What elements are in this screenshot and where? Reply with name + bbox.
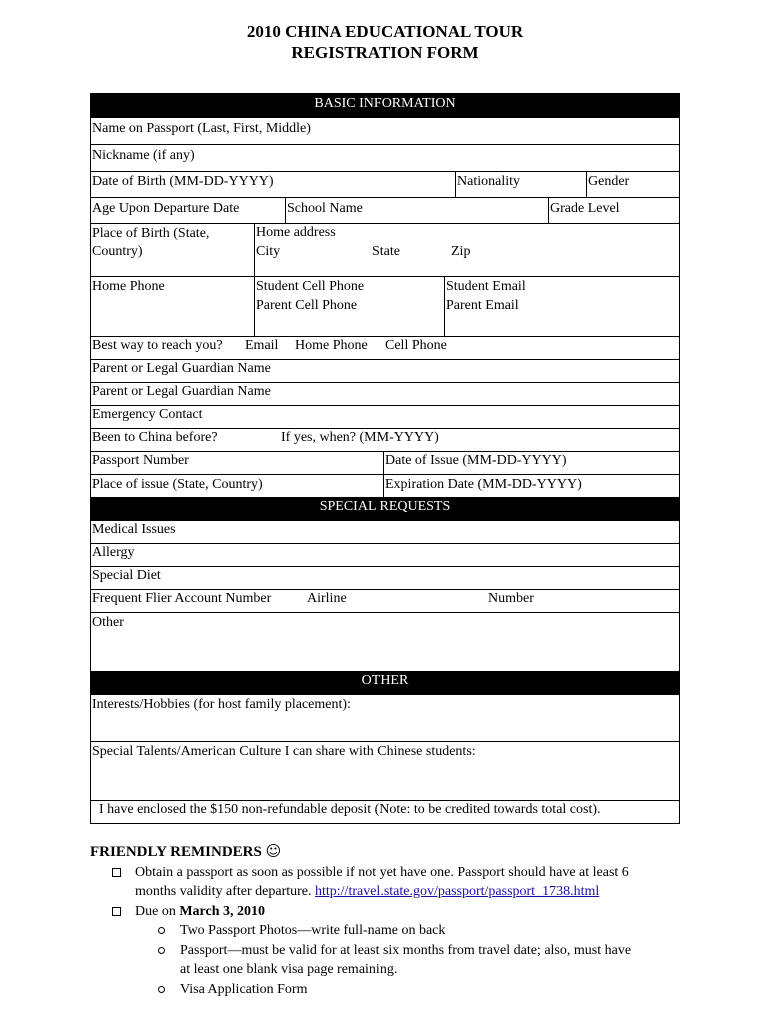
place-issue-label: Place of issue (State, Country) [92,477,263,492]
allergy-field[interactable] [91,544,679,567]
emergency-field[interactable] [91,406,679,429]
option-email[interactable]: Email [245,338,279,353]
section-other-label: OTHER [361,673,409,688]
airline-label: Airline [307,591,347,606]
passport-number-label: Passport Number [92,453,189,468]
sub-visa-text: Visa Application Form [180,981,308,997]
divider [383,452,384,474]
birth-address-row [91,224,679,277]
home-address-label: Home address [256,225,336,240]
emergency-label: Emergency Contact [92,407,203,422]
student-email-label: Student Email [446,279,526,294]
if-yes-label: If yes, when? (MM-YYYY) [281,430,439,445]
sub-photos-text: Two Passport Photos—write full-name on back [180,923,446,938]
talents-field[interactable] [91,742,679,801]
parent-email-label: Parent Email [446,298,519,313]
pob-label-2: Country) [92,244,143,259]
guardian2-field[interactable] [91,383,679,406]
guardian1-label: Parent or Legal Guardian Name [92,361,271,376]
deposit-row[interactable] [91,801,679,824]
divider [455,172,456,197]
been-china-label: Been to China before? [92,430,218,445]
sub-passport-text-1: Passport—must be valid for at least six months from travel date; also, must have [180,942,632,958]
school-label: School Name [287,201,363,216]
best-way-row [91,337,679,360]
section-basic-label: BASIC INFORMATION [314,96,456,111]
home-phone-label: Home Phone [92,279,165,294]
nickname-field[interactable] [91,145,679,172]
due-prefix: Due on [135,903,176,919]
checkbox-bullet-icon [112,907,121,916]
reminders-title-text: FRIENDLY REMINDERS [90,844,262,860]
sub-item-visa [90,980,690,1000]
option-cell-phone[interactable]: Cell Phone [385,338,447,353]
expiration-label: Expiration Date (MM-DD-YYYY) [385,477,582,492]
dob-row [91,172,679,198]
divider [548,198,549,223]
form-title-line2: REGISTRATION FORM [291,43,479,62]
grade-label: Grade Level [550,201,620,216]
sub-item-photos [90,921,690,941]
flier-row[interactable] [91,590,679,613]
state-label: State [372,244,400,259]
date-issue-label: Date of Issue (MM-DD-YYYY) [385,453,567,468]
nickname-label: Nickname (if any) [92,148,195,163]
parent-cell-label: Parent Cell Phone [256,298,358,313]
registration-form [90,93,680,824]
due-date: March 3, 2010 [179,903,266,919]
passport-link[interactable]: http://travel.state.gov/passport/passport_1738.html [315,884,600,899]
option-home-phone[interactable]: Home Phone [295,338,368,353]
reminder-item-passport [90,863,690,902]
reminder-item-due [90,902,690,922]
interests-field[interactable] [91,695,679,742]
diet-label: Special Diet [92,568,161,583]
section-header-basic [91,94,679,118]
guardian1-field[interactable] [91,360,679,383]
talents-label: Special Talents/American Culture I can share with Chinese students: [92,744,476,759]
other-request-field[interactable] [91,613,679,672]
divider [586,172,587,197]
age-label: Age Upon Departure Date [92,201,240,216]
dob-label: Date of Birth (MM-DD-YYYY) [92,174,274,189]
allergy-label: Allergy [92,545,135,560]
form-title-line1: 2010 CHINA EDUCATIONAL TOUR [246,22,524,41]
section-header-special [91,497,679,521]
name-on-passport-field[interactable] [91,118,679,145]
reminder-passport-text-1: Obtain a passport as soon as possible if not yet have one. Passport should have at least 6 [135,864,629,880]
number-label: Number [488,591,534,606]
zip-label: Zip [451,244,471,259]
student-cell-label: Student Cell Phone [256,279,365,294]
deposit-label: I have enclosed the $150 non-refundable deposit (Note: to be credited towards total cost). [99,802,601,817]
guardian2-label: Parent or Legal Guardian Name [92,384,271,399]
medical-label: Medical Issues [92,522,176,537]
friendly-reminders [90,842,690,999]
sub-item-passport [90,941,690,980]
smiley-icon: ☺ [265,842,282,860]
gender-label: Gender [588,174,630,189]
nationality-label: Nationality [457,174,520,189]
interests-label: Interests/Hobbies (for host family placement): [92,697,351,712]
divider [254,277,255,336]
phone-email-row [91,277,679,337]
age-school-row [91,198,679,224]
medical-field[interactable] [91,521,679,544]
circle-bullet-icon [158,986,165,993]
flier-label: Frequent Flier Account Number [92,591,272,606]
circle-bullet-icon [158,927,165,934]
divider [444,277,445,336]
checkbox-bullet-icon [112,868,121,877]
best-way-label: Best way to reach you? [92,338,223,353]
sub-passport-text-2: at least one blank visa page remaining. [180,962,398,977]
city-label: City [256,244,281,259]
other-request-label: Other [92,615,124,630]
been-china-row[interactable] [91,429,679,452]
section-special-label: SPECIAL REQUESTS [319,499,451,514]
passport-row [91,452,679,475]
reminders-title [90,842,690,863]
issue-place-row [91,475,679,499]
divider [285,198,286,223]
circle-bullet-icon [158,947,165,954]
diet-field[interactable] [91,567,679,590]
name-on-passport-label: Name on Passport (Last, First, Middle) [92,121,311,136]
pob-label-1: Place of Birth (State, [92,226,210,241]
section-header-other [91,671,679,695]
divider [254,224,255,276]
reminder-passport-text-2: months validity after departure. [135,884,312,899]
divider [383,475,384,499]
